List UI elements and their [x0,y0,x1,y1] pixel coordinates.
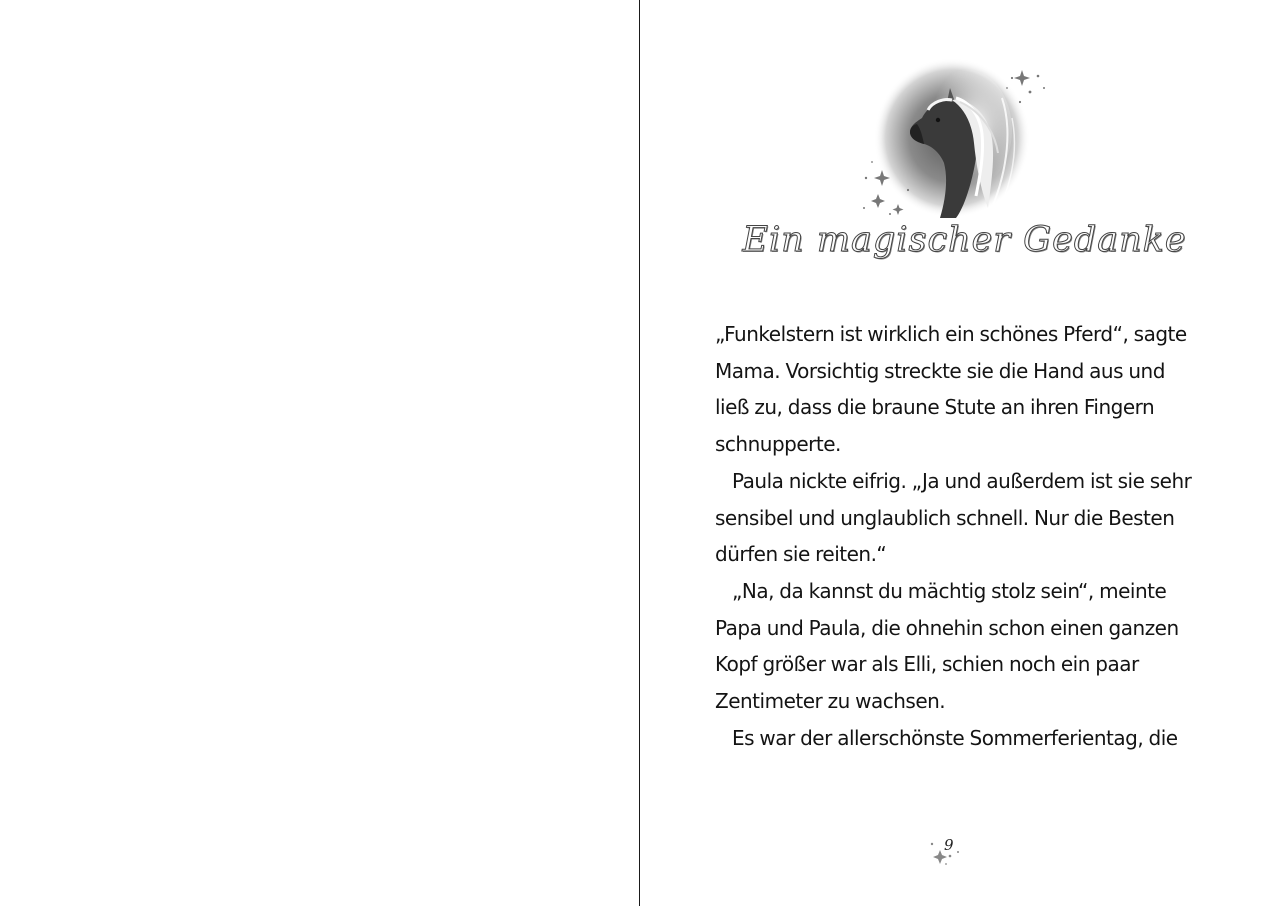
horse-head-vignette-icon [852,58,1062,226]
paragraph: Paula nickte eifrig. „Ja und außerdem ist sie sehr sensibel und unglaublich schnell. Nur die Besten dürfen sie reiten.“ [715,468,1192,567]
paragraph: „Na, da kannst du mächtig stolz sein“, meinte Papa und Paula, die ohnehin schon einen ganzen Kopf größer war als Elli, schien noch ein paar Zentimeter zu wachsen. [715,578,1179,714]
right-page [640,0,1279,906]
paragraph: Es war der allerschönste Sommerferientag, die [732,725,1178,750]
chapter-body-text [715,316,1193,756]
page-number: 9 [944,836,954,854]
paragraph: „Funkelstern ist wirklich ein schönes Pferd“, sagte Mama. Vorsichtig streckte sie die Hand aus und ließ zu, dass die braune Stute an ihren Fingern schnupperte. [715,322,1187,457]
left-page-blank [0,0,639,906]
chapter-title: Ein magischer Gedanke [742,220,1187,260]
page-footer [922,832,972,872]
